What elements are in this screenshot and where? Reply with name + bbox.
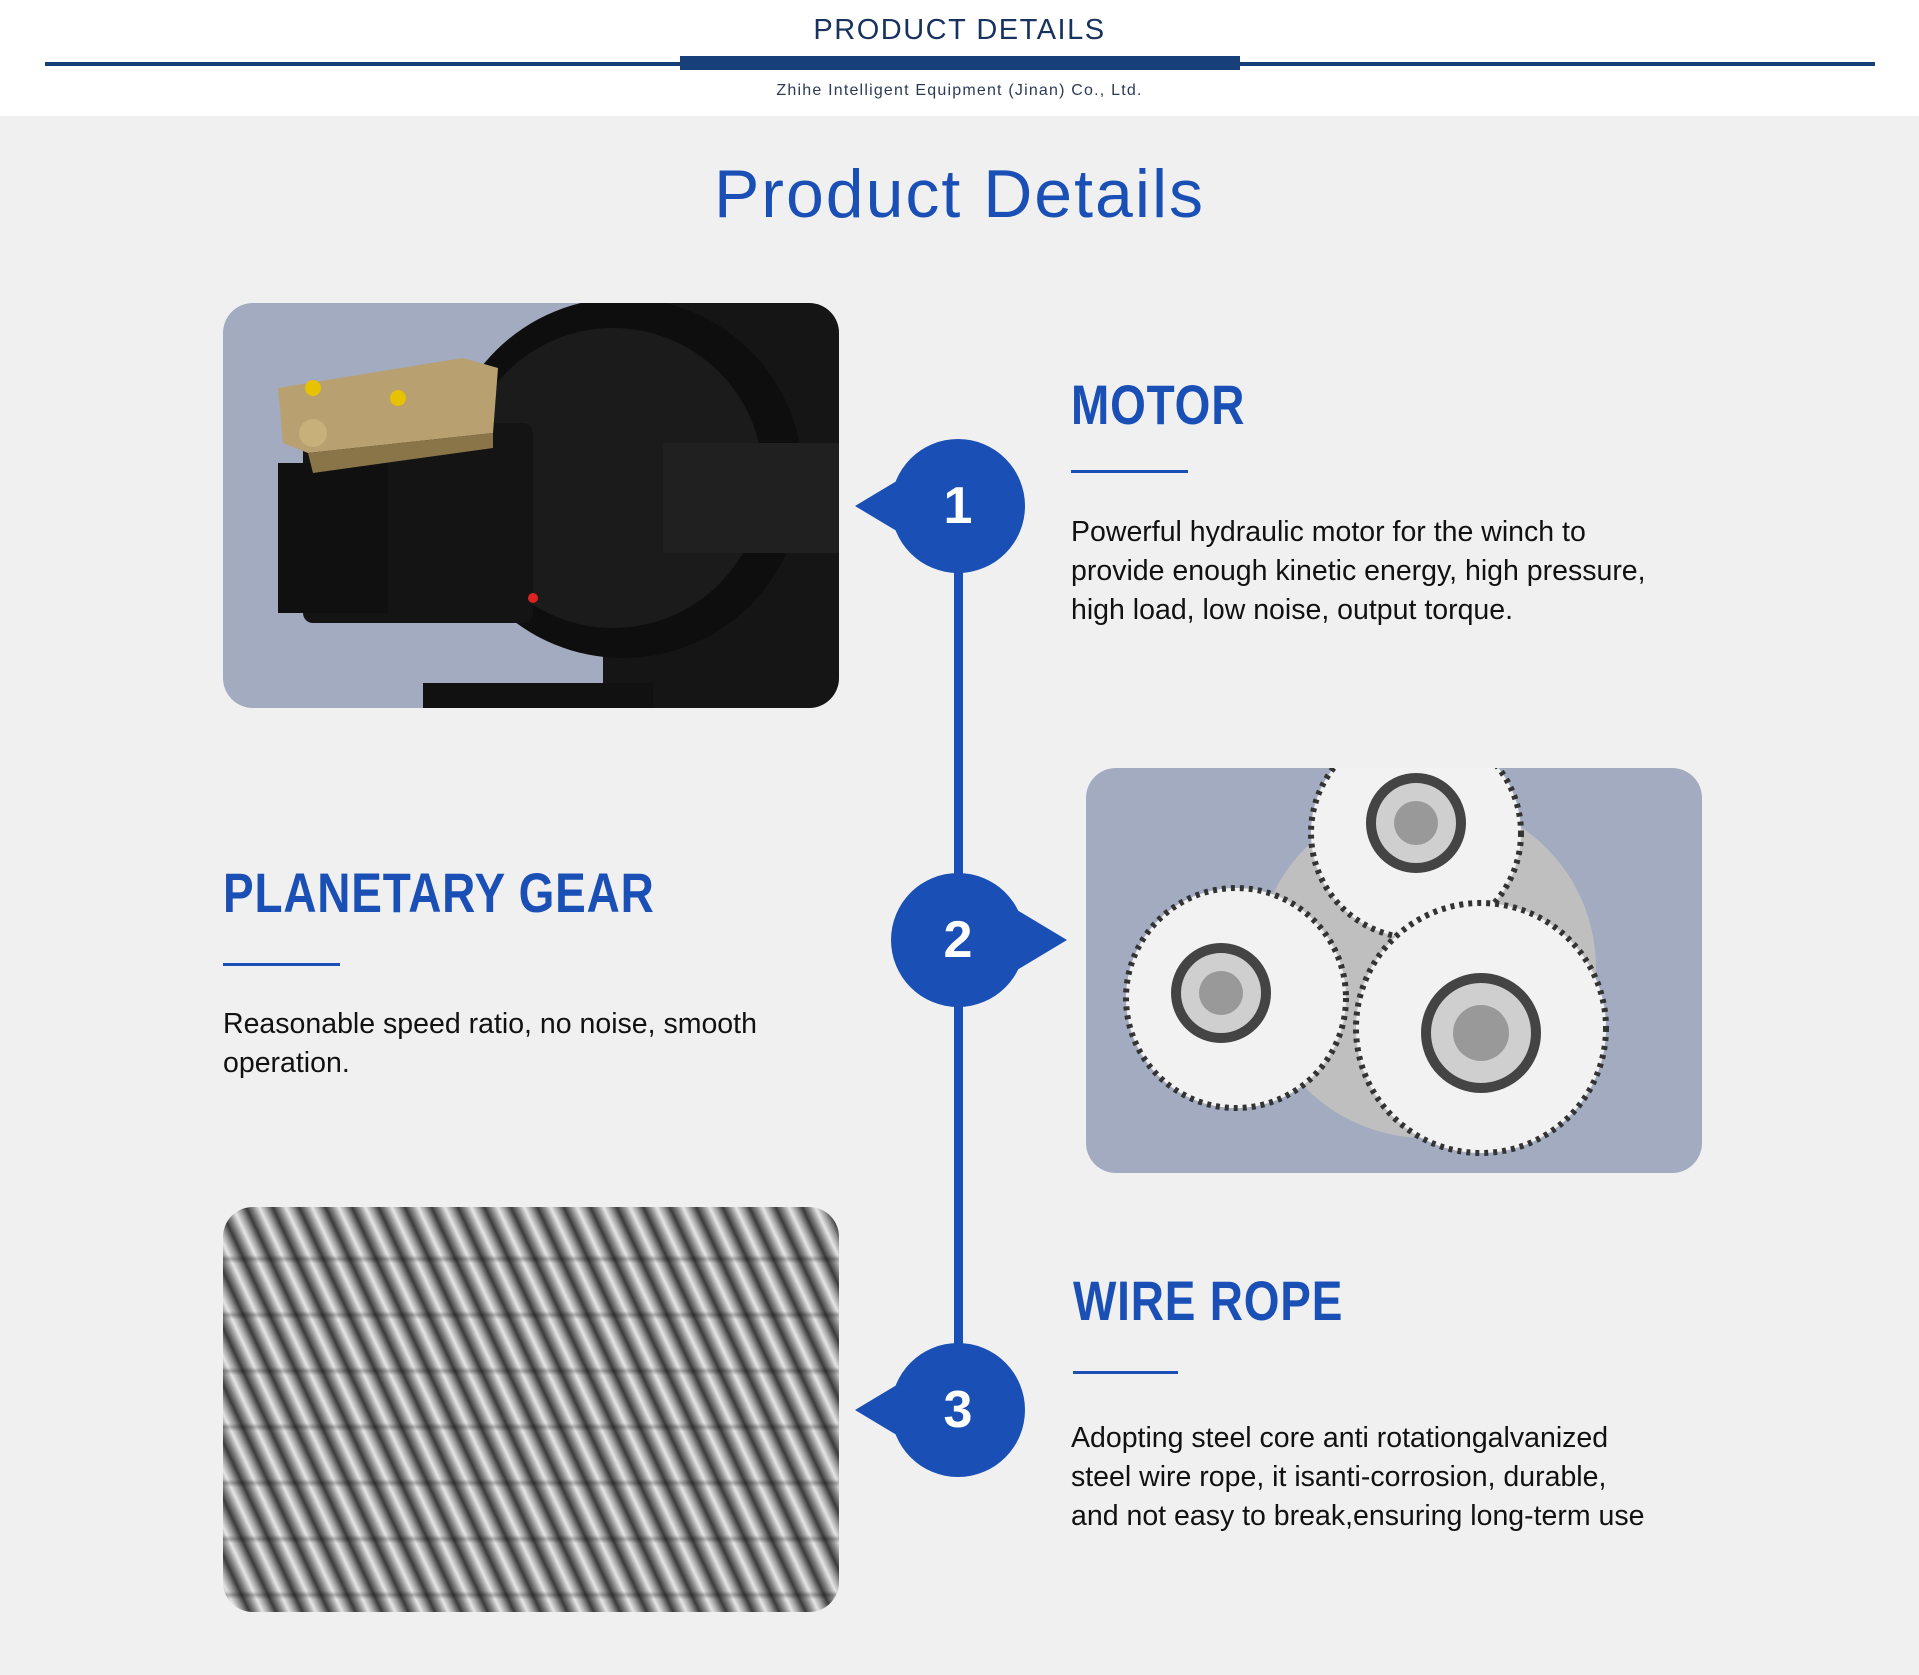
wire-rope-description (1071, 1419, 1731, 1536)
wire-rope-underline (1073, 1371, 1178, 1374)
desc-line: provide enough kinetic energy, high pressure, (1071, 555, 1646, 587)
company-name: Zhihe Intelligent Equipment (Jinan) Co., Ltd. (776, 82, 1143, 99)
desc-line: steel wire rope, it isanti-corrosion, durable, (1071, 1461, 1607, 1493)
motor-image (223, 303, 839, 708)
step-badge-1: 1 (891, 439, 1025, 573)
step-badge-3: 3 (891, 1343, 1025, 1477)
desc-line: Reasonable speed ratio, no noise, smooth (223, 1008, 757, 1040)
desc-line: operation. (223, 1047, 350, 1079)
desc-line: and not easy to break,ensuring long-term use (1071, 1500, 1645, 1532)
desc-line: high load, low noise, output torque. (1071, 594, 1514, 626)
desc-line: Adopting steel core anti rotationgalvanized (1071, 1422, 1609, 1454)
planetary-gear-heading: PLANETARY GEAR (223, 861, 655, 924)
motor-underline (1071, 470, 1188, 473)
motor-description (1071, 513, 1731, 630)
step-badge-2: 2 (891, 873, 1025, 1007)
planetary-gear-description (223, 1005, 883, 1083)
planetary-gear-image (1086, 768, 1702, 1173)
header-divider-accent (680, 56, 1240, 70)
header-title: PRODUCT DETAILS (813, 14, 1106, 46)
section-title: Product Details (713, 156, 1206, 232)
planetary-gear-underline (223, 963, 340, 966)
motor-heading: MOTOR (1071, 373, 1246, 436)
desc-line: Powerful hydraulic motor for the winch to (1071, 516, 1586, 548)
page-header (0, 0, 1919, 116)
wire-rope-heading: WIRE ROPE (1073, 1269, 1344, 1332)
wire-rope-image (223, 1207, 839, 1612)
